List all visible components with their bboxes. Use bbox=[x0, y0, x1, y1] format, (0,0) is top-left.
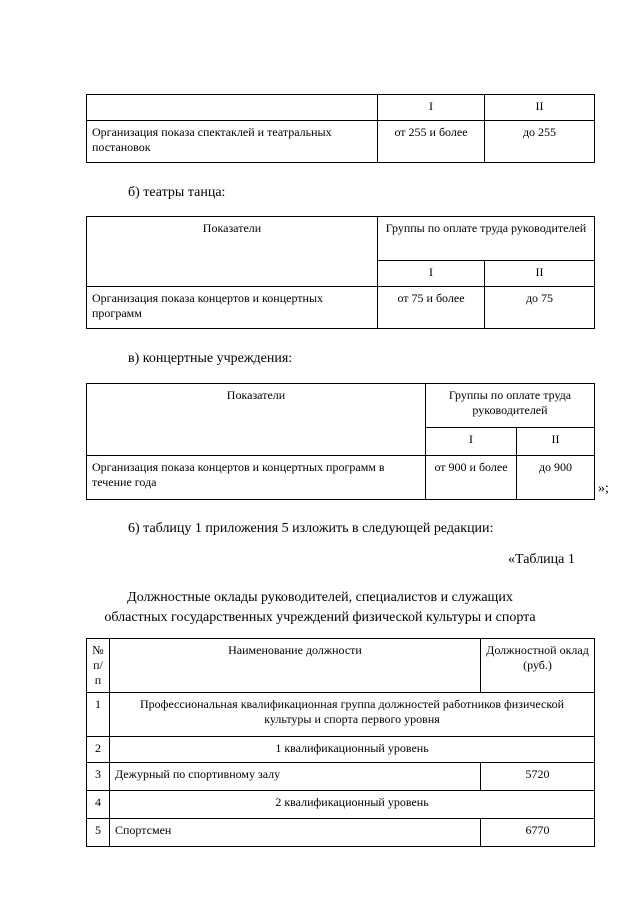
closing-quote: »; bbox=[598, 481, 609, 496]
salary-value: 5720 bbox=[481, 763, 595, 791]
table-salaries bbox=[86, 638, 595, 847]
row-label: Организация показа спектаклей и театральных постановок bbox=[87, 121, 378, 163]
header-group-i: I bbox=[378, 261, 485, 287]
header-groups: Группы по оплате труда руководителей bbox=[426, 384, 595, 428]
row-value-i: от 900 и более bbox=[426, 456, 517, 500]
table-row bbox=[87, 737, 595, 763]
heading-line-1: Должностные оклады руководителей, специалистов и служащих bbox=[127, 590, 513, 605]
row-value-ii: до 255 bbox=[485, 121, 595, 163]
group-title: Профессиональная квалификационная группа должностей работников физической культуры и спорта первого уровня bbox=[110, 693, 595, 737]
row-number: 3 bbox=[87, 763, 110, 791]
table-row bbox=[87, 693, 595, 737]
table-row bbox=[87, 763, 595, 791]
table-theaters-continuation bbox=[86, 94, 595, 163]
row-value-ii: до 900 bbox=[517, 456, 595, 500]
table-dance-theaters bbox=[86, 216, 595, 329]
section-b-title: б) театры танца: bbox=[128, 185, 226, 200]
item-6-text: 6) таблицу 1 приложения 5 изложить в следующей редакции: bbox=[128, 521, 494, 536]
header-salary: Должностной оклад (руб.) bbox=[481, 639, 595, 693]
header-indicators: Показатели bbox=[87, 217, 378, 287]
table-row bbox=[87, 791, 595, 819]
row-number: 5 bbox=[87, 819, 110, 847]
table-heading bbox=[60, 588, 580, 628]
row-number: 2 bbox=[87, 737, 110, 763]
qualification-level: 2 квалификационный уровень bbox=[110, 791, 595, 819]
table-concert-institutions bbox=[86, 383, 595, 500]
row-value-ii: до 75 bbox=[485, 287, 595, 329]
row-value-i: от 255 и более bbox=[378, 121, 485, 163]
header-group-i: I bbox=[378, 95, 485, 121]
row-label: Организация показа концертов и концертных программ в течение года bbox=[87, 456, 426, 500]
row-number: 1 bbox=[87, 693, 110, 737]
blank-header-cell bbox=[87, 95, 378, 121]
salary-value: 6770 bbox=[481, 819, 595, 847]
header-group-ii: II bbox=[517, 428, 595, 456]
row-number: 4 bbox=[87, 791, 110, 819]
row-label: Организация показа концертов и концертных программ bbox=[87, 287, 378, 329]
position-name: Дежурный по спортивному залу bbox=[110, 763, 481, 791]
table-row bbox=[87, 819, 595, 847]
header-group-i: I bbox=[426, 428, 517, 456]
header-group-ii: II bbox=[485, 261, 595, 287]
qualification-level: 1 квалификационный уровень bbox=[110, 737, 595, 763]
table-number-label: «Таблица 1 bbox=[508, 552, 575, 567]
row-value-i: от 75 и более bbox=[378, 287, 485, 329]
heading-line-2: областных государственных учреждений физической культуры и спорта bbox=[104, 610, 536, 625]
header-indicators: Показатели bbox=[87, 384, 426, 456]
header-group-ii: II bbox=[485, 95, 595, 121]
position-name: Спортсмен bbox=[110, 819, 481, 847]
section-v-title: в) концертные учреждения: bbox=[128, 351, 293, 366]
header-position-name: Наименование должности bbox=[110, 639, 481, 693]
header-groups: Группы по оплате труда руководителей bbox=[378, 217, 595, 261]
header-number: № п/п bbox=[87, 639, 110, 693]
